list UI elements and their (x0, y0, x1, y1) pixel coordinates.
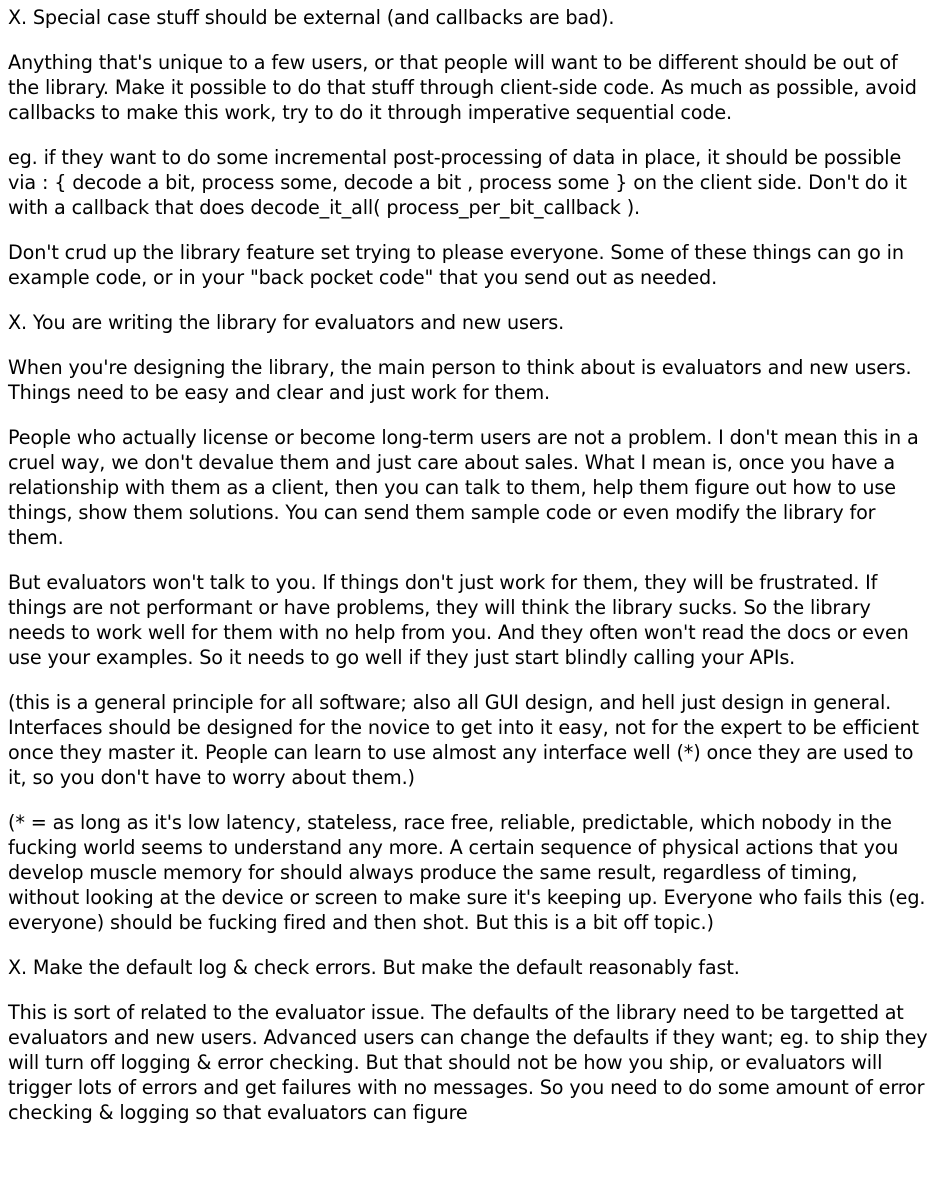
section-heading-special-case: X. Special case stuff should be external (and callbacks are bad). (8, 6, 615, 29)
document-body (8, 5, 933, 1145)
paragraph: eg. if they want to do some incremental post-processing of data in place, it should be possible via : { decode a bit, process some, decode a bit , process some } on the client side. Don't do it with a callback that does decode_it_all( process_per_bit_callback ). (8, 146, 907, 219)
paragraph: (this is a general principle for all software; also all GUI design, and hell just design in general. Interfaces should be designed for the novice to get into it easy, not for the expert to be efficient once they master it. People can learn to use almost any interface well (*) once they are used to it, so you don't have to worry about them.) (8, 691, 919, 789)
section-heading-defaults: X. Make the default log & check errors. But make the default reasonably fast. (8, 956, 740, 979)
paragraph: (* = as long as it's low latency, stateless, race free, reliable, predictable, which nobody in the fucking world seems to understand any more. A certain sequence of physical actions that you develop muscle memory for should always produce the same result, regardless of timing, without looking at the device or screen to make sure it's keeping up. Everyone who fails this (eg. everyone) should be fucking fired and then shot. But this is a bit off topic.) (8, 811, 926, 934)
paragraph: But evaluators won't talk to you. If things don't just work for them, they will be frustrated. If things are not performant or have problems, they will think the library sucks. So the library needs to work well for them with no help from you. And they often won't read the docs or even use your examples. So it needs to go well if they just start blindly calling your APIs. (8, 571, 909, 669)
section-heading-evaluators: X. You are writing the library for evaluators and new users. (8, 311, 565, 334)
paragraph: This is sort of related to the evaluator issue. The defaults of the library need to be targetted at evaluators and new users. Advanced users can change the defaults if they want; eg. to ship they will turn off logging & error checking. But that should not be how you ship, or evaluators will trigger lots of errors and get failures with no messages. So you need to do some amount of error checking & logging so that evaluators can figure (8, 1001, 928, 1124)
paragraph: Don't crud up the library feature set trying to please everyone. Some of these things can go in example code, or in your "back pocket code" that you send out as needed. (8, 241, 904, 289)
paragraph: People who actually license or become long-term users are not a problem. I don't mean this in a cruel way, we don't devalue them and just care about sales. What I mean is, once you have a relationship with them as a client, then you can talk to them, help them figure out how to use things, show them solutions. You can send them sample code or even modify the library for them. (8, 426, 919, 549)
paragraph: Anything that's unique to a few users, or that people will want to be different should be out of the library. Make it possible to do that stuff through client-side code. As much as possible, avoid callbacks to make this work, try to do it through imperative sequential code. (8, 51, 917, 124)
paragraph: When you're designing the library, the main person to think about is evaluators and new users. Things need to be easy and clear and just work for them. (8, 356, 912, 404)
